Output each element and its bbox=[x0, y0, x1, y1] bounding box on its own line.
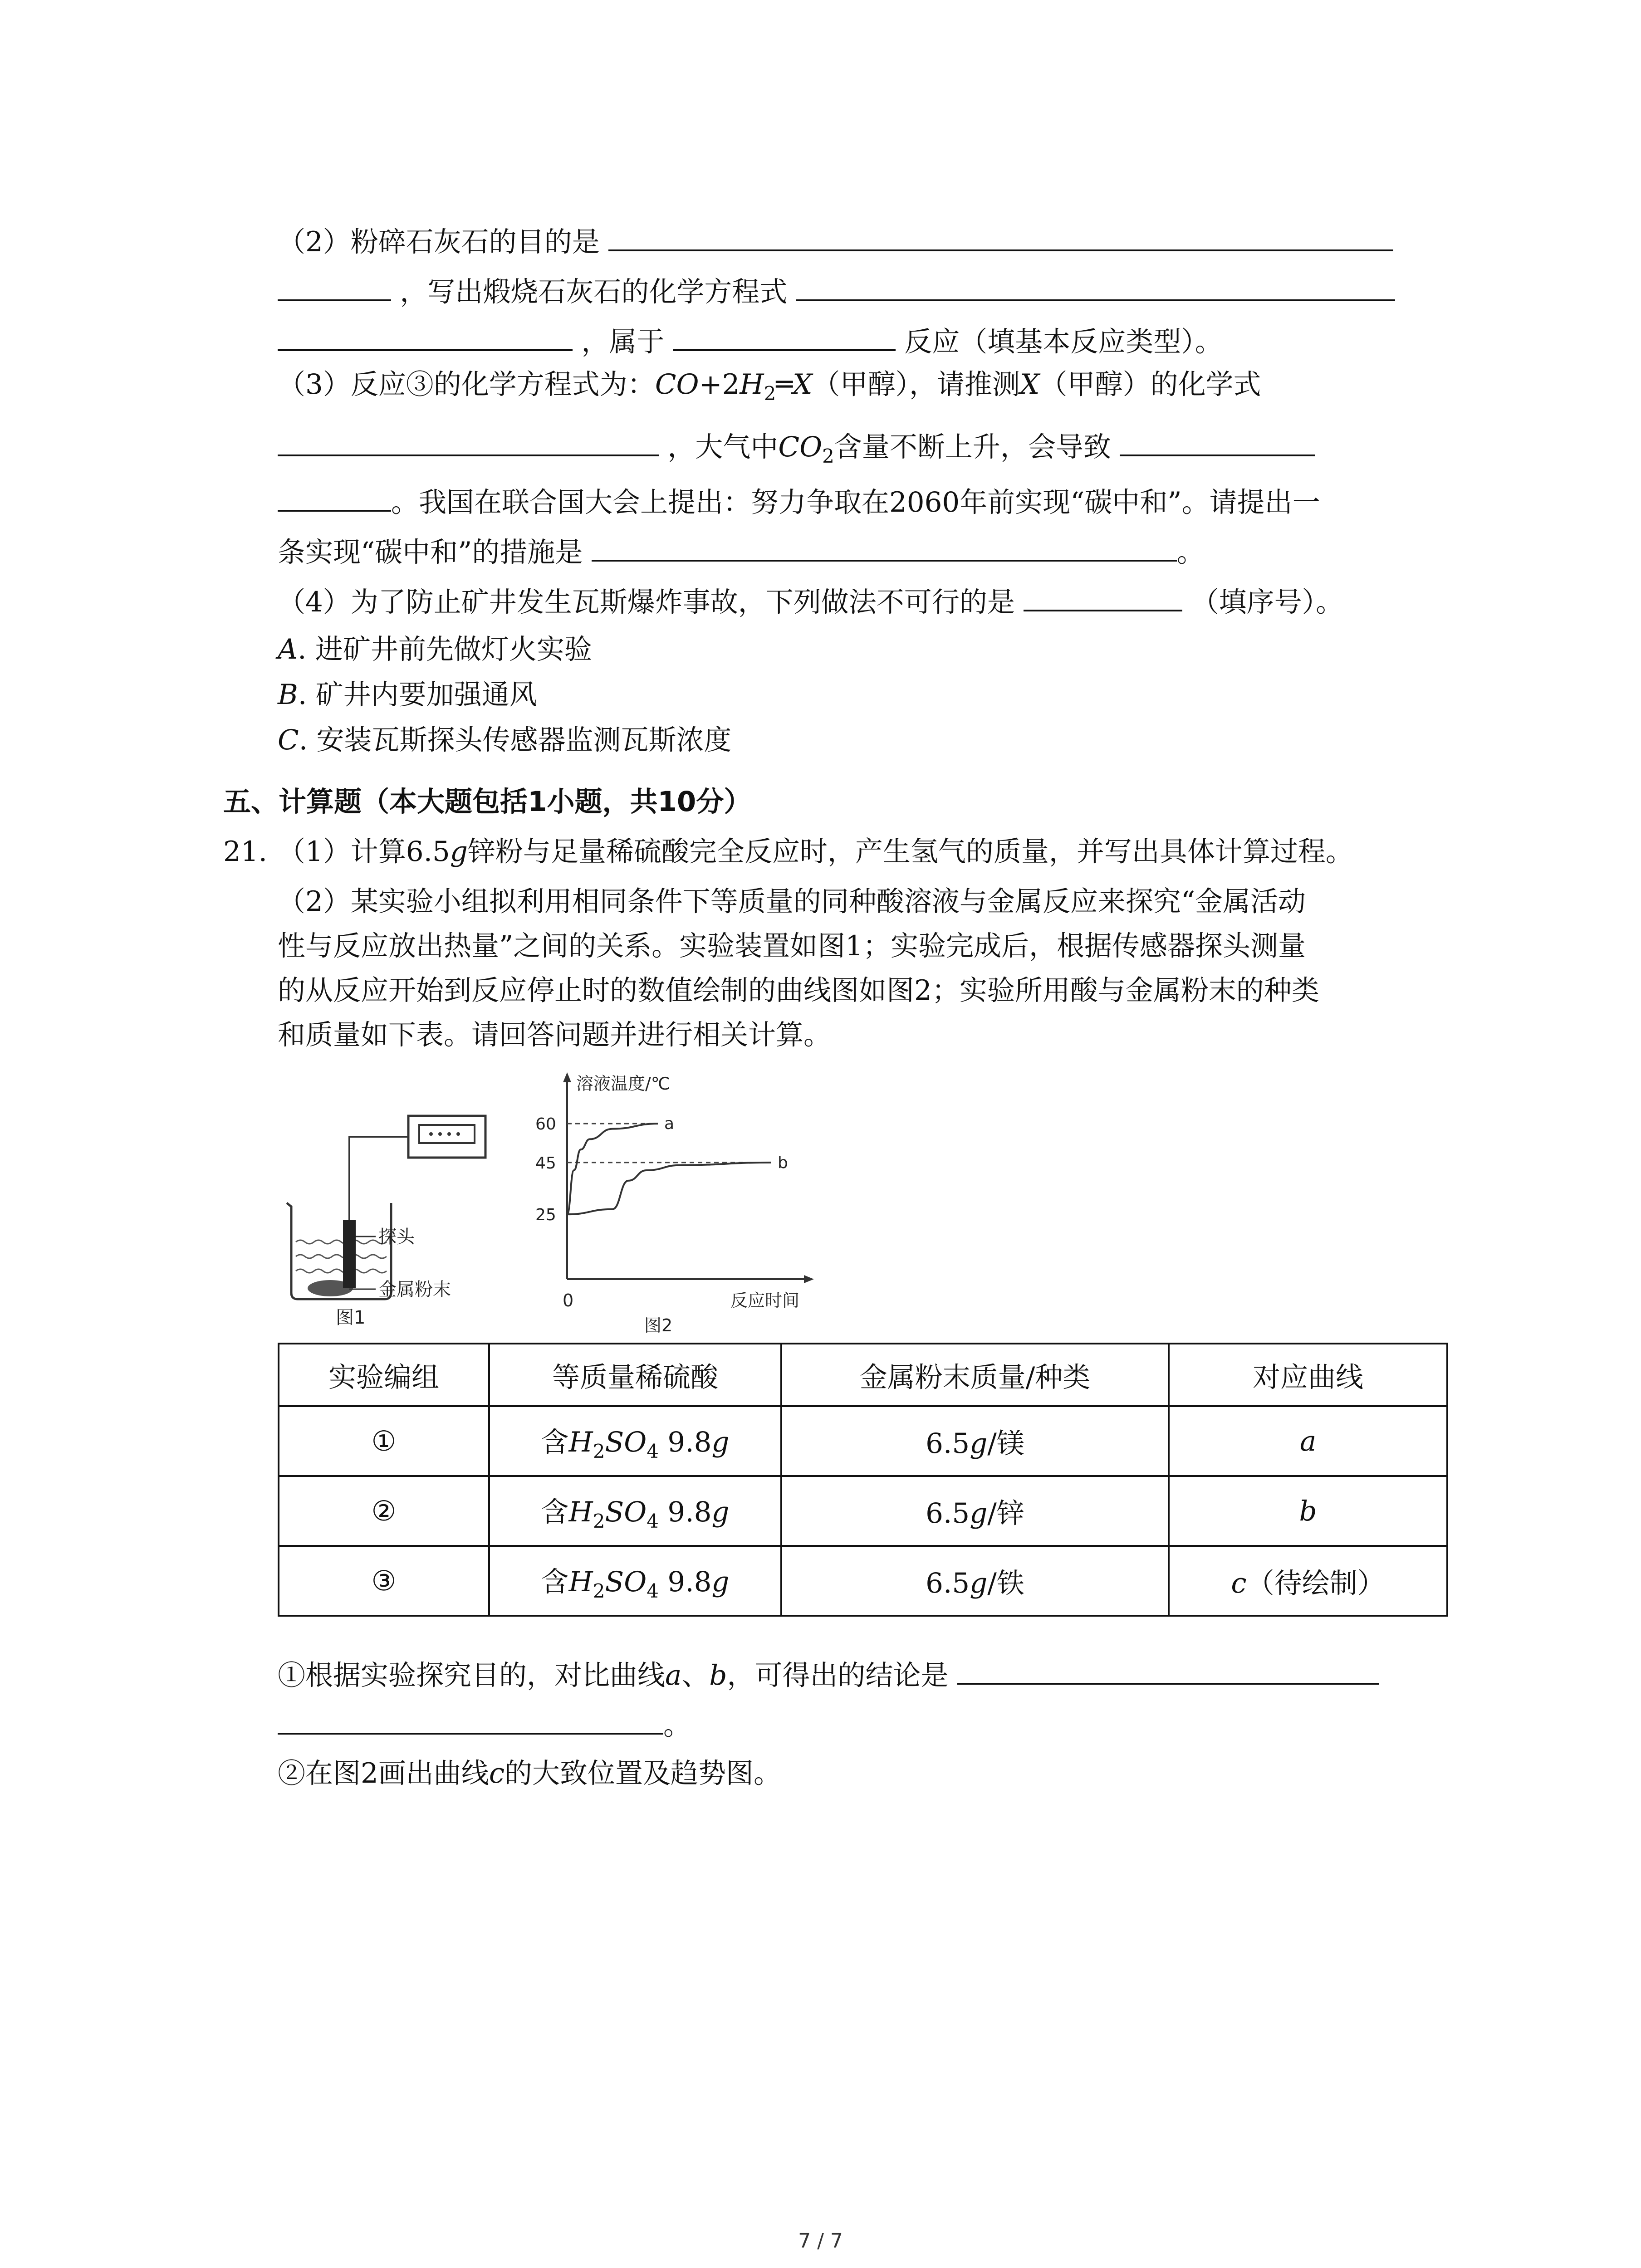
q4-text-1: （4）为了防止矿井发生瓦斯爆炸事故，下列做法不可行的是 bbox=[278, 586, 1015, 618]
option-c-letter: C bbox=[278, 724, 299, 756]
q3-text-2: （甲醇），请推测 bbox=[812, 368, 1020, 401]
q2-line3 bbox=[278, 321, 1223, 360]
answer-blank-conclusion[interactable] bbox=[957, 1655, 1379, 1685]
cell-metal: 6.5g/锌 bbox=[781, 1476, 1169, 1546]
header-metal: 金属粉末质量/种类 bbox=[781, 1344, 1169, 1406]
answer-blank-calcination-equation-cont[interactable] bbox=[278, 321, 573, 351]
q3-text-5: 含量不断上升，会导致 bbox=[834, 431, 1111, 463]
powder-label: 金属粉末 bbox=[378, 1279, 451, 1300]
origin-label: 0 bbox=[563, 1290, 574, 1310]
answer-blank-grind-purpose-cont[interactable] bbox=[278, 271, 391, 301]
y-tick-label: 45 bbox=[535, 1154, 556, 1173]
experiment-table bbox=[278, 1343, 1448, 1617]
draw-curve-c-line bbox=[278, 1755, 781, 1792]
q21-line5: 和质量如下表。请回答问题并进行相关计算。 bbox=[278, 1019, 832, 1051]
probe-icon bbox=[343, 1220, 356, 1288]
option-a-text: . 进矿井前先做灯火实验 bbox=[298, 633, 592, 665]
q21-line2: （2）某实验小组拟利用相同条件下等质量的同种酸溶液与金属反应来探究“金属活动 bbox=[278, 885, 1306, 918]
draw-text-b: 的大致位置及趋势图。 bbox=[504, 1757, 781, 1789]
x-axis-arrow bbox=[804, 1275, 814, 1283]
q4-option-b bbox=[278, 677, 537, 713]
section-5-title: 五、计算题（本大题包括1小题，共10分） bbox=[223, 786, 752, 818]
q3-text-7: 条实现“碳中和”的措施是 bbox=[278, 536, 583, 568]
option-a-letter: A bbox=[278, 633, 298, 665]
q3-line4 bbox=[278, 532, 1205, 571]
cell-curve: a bbox=[1169, 1406, 1447, 1476]
curve-b-ref: b bbox=[709, 1659, 727, 1691]
series-label-b: b bbox=[778, 1153, 788, 1172]
answer-blank-methanol-formula[interactable] bbox=[278, 426, 659, 456]
q4-option-c bbox=[278, 722, 731, 758]
eq-h: H bbox=[740, 368, 764, 401]
q21-text-1b: 锌粉与足量稀硫酸完全反应时，产生氢气的质量，并写出具体计算过程。 bbox=[467, 836, 1353, 868]
co2-formula: CO bbox=[778, 431, 823, 463]
cell-group-id: ③ bbox=[279, 1546, 489, 1616]
eq-equals: ═ bbox=[776, 368, 793, 401]
header-acid: 等质量稀硫酸 bbox=[489, 1344, 781, 1406]
q2-text-1: （2）粉碎石灰石的目的是 bbox=[278, 226, 600, 258]
q3-text-6: 。我国在联合国大会上提出：努力争取在2060年前实现“碳中和”。请提出一 bbox=[391, 486, 1320, 518]
answer-blank-reaction-type[interactable] bbox=[673, 321, 896, 351]
option-b-text: . 矿井内要加强通风 bbox=[298, 679, 537, 711]
header-curve: 对应曲线 bbox=[1169, 1344, 1447, 1406]
cell-acid: 含$H_2SO_4$ 9.8g bbox=[489, 1406, 781, 1476]
conclusion-sep: 、 bbox=[681, 1659, 710, 1691]
q21-line1 bbox=[278, 834, 1353, 870]
table-row bbox=[279, 1546, 1447, 1616]
y-axis-label: 溶液温度/℃ bbox=[576, 1074, 671, 1094]
cell-group-id: ① bbox=[279, 1406, 489, 1476]
cell-metal: 6.5g/镁 bbox=[781, 1406, 1169, 1476]
q3-text-1: （3）反应③的化学方程式为： bbox=[278, 368, 655, 401]
q3-line1 bbox=[278, 367, 1261, 412]
curve-c-ref: c bbox=[489, 1757, 505, 1789]
q21-number: 21. bbox=[223, 836, 268, 868]
y-tick-label: 60 bbox=[535, 1115, 556, 1134]
figure-1 bbox=[277, 1107, 504, 1329]
answer-blank-grind-purpose[interactable] bbox=[608, 221, 1393, 251]
answer-blank-co2-consequence[interactable] bbox=[1120, 426, 1315, 456]
figure-2-chart bbox=[517, 1066, 844, 1334]
cell-curve: c（待绘制） bbox=[1169, 1546, 1447, 1616]
option-b-letter: B bbox=[278, 679, 298, 711]
co2-sub: 2 bbox=[822, 445, 834, 467]
probe-label: 探头 bbox=[378, 1227, 415, 1247]
y-tick-label: 25 bbox=[535, 1206, 556, 1225]
q2-text-4: 反应（填基本反应类型）。 bbox=[904, 326, 1223, 358]
q21-unit-g: g bbox=[450, 836, 468, 868]
eq-sub2: 2 bbox=[764, 382, 776, 405]
y-axis-arrow bbox=[563, 1072, 571, 1082]
conclusion-text-1a: ①根据实验探究目的，对比曲线 bbox=[278, 1659, 666, 1691]
q3-x: X bbox=[1020, 368, 1040, 401]
conclusion-text-1b: ，可得出的结论是 bbox=[727, 1659, 949, 1691]
q4-option-a bbox=[278, 631, 592, 668]
liquid-waves bbox=[296, 1240, 387, 1273]
answer-blank-conclusion-cont[interactable] bbox=[278, 1705, 663, 1735]
answer-blank-co2-consequence-cont[interactable] bbox=[278, 482, 391, 512]
answer-blank-q4[interactable] bbox=[1024, 582, 1182, 611]
q3-line3 bbox=[278, 482, 1320, 521]
q21-line4: 的从反应开始到反应停止时的数值绘制的曲线图如图2；实验所用酸与金属粉末的种类 bbox=[278, 974, 1319, 1007]
cell-group-id: ② bbox=[279, 1476, 489, 1546]
sensor-wire bbox=[349, 1137, 408, 1220]
eq-co: CO bbox=[655, 368, 699, 401]
figure-1-caption: 图1 bbox=[336, 1307, 366, 1328]
eq-x: X bbox=[793, 368, 813, 401]
q3-text-8: 。 bbox=[1176, 536, 1205, 568]
cell-metal: 6.5g/铁 bbox=[781, 1546, 1169, 1616]
x-axis-label: 反应时间 bbox=[730, 1290, 800, 1310]
q3-text-3: （甲醇）的化学式 bbox=[1039, 368, 1261, 401]
eq-plus: +2 bbox=[699, 368, 740, 401]
table-row bbox=[279, 1406, 1447, 1476]
draw-text-a: ②在图2画出曲线 bbox=[278, 1757, 489, 1789]
q3-text-4: ，大气中 bbox=[667, 431, 779, 463]
conclusion-text-2: 。 bbox=[663, 1709, 691, 1741]
conclusion-line1 bbox=[278, 1655, 1379, 1694]
q21-line3: 性与反应放出热量”之间的关系。实验装置如图1；实验完成后，根据传感器探头测量 bbox=[278, 930, 1306, 962]
series-line-a bbox=[567, 1124, 658, 1214]
curve-a-ref: a bbox=[665, 1659, 682, 1691]
q3-line2 bbox=[278, 426, 1315, 474]
cell-curve: b bbox=[1169, 1476, 1447, 1546]
q2-text-3: ，属于 bbox=[581, 326, 665, 358]
figure-2-caption: 图2 bbox=[644, 1315, 673, 1334]
q21-text-1a: （1）计算6.5 bbox=[278, 836, 450, 868]
header-group: 实验编组 bbox=[279, 1344, 489, 1406]
q4-text-2: （填序号）。 bbox=[1191, 586, 1344, 618]
series-line-b bbox=[567, 1163, 771, 1214]
series-label-a: a bbox=[664, 1114, 675, 1134]
table-header-row bbox=[279, 1344, 1447, 1406]
cell-acid: 含$H_2SO_4$ 9.8g bbox=[489, 1476, 781, 1546]
page-number: 7 / 7 bbox=[798, 2229, 843, 2253]
cell-acid: 含$H_2SO_4$ 9.8g bbox=[489, 1546, 781, 1616]
answer-blank-carbon-neutral-measure[interactable] bbox=[592, 532, 1177, 562]
q2-text-2: ，写出煅烧石灰石的化学方程式 bbox=[400, 276, 788, 308]
q2-line2 bbox=[278, 271, 1395, 310]
conclusion-line2 bbox=[278, 1705, 691, 1744]
answer-blank-calcination-equation[interactable] bbox=[796, 271, 1395, 301]
option-c-text: . 安装瓦斯探头传感器监测瓦斯浓度 bbox=[299, 724, 732, 756]
q2-line1 bbox=[278, 221, 1393, 260]
table-row bbox=[279, 1476, 1447, 1546]
q4-line1 bbox=[278, 582, 1343, 621]
